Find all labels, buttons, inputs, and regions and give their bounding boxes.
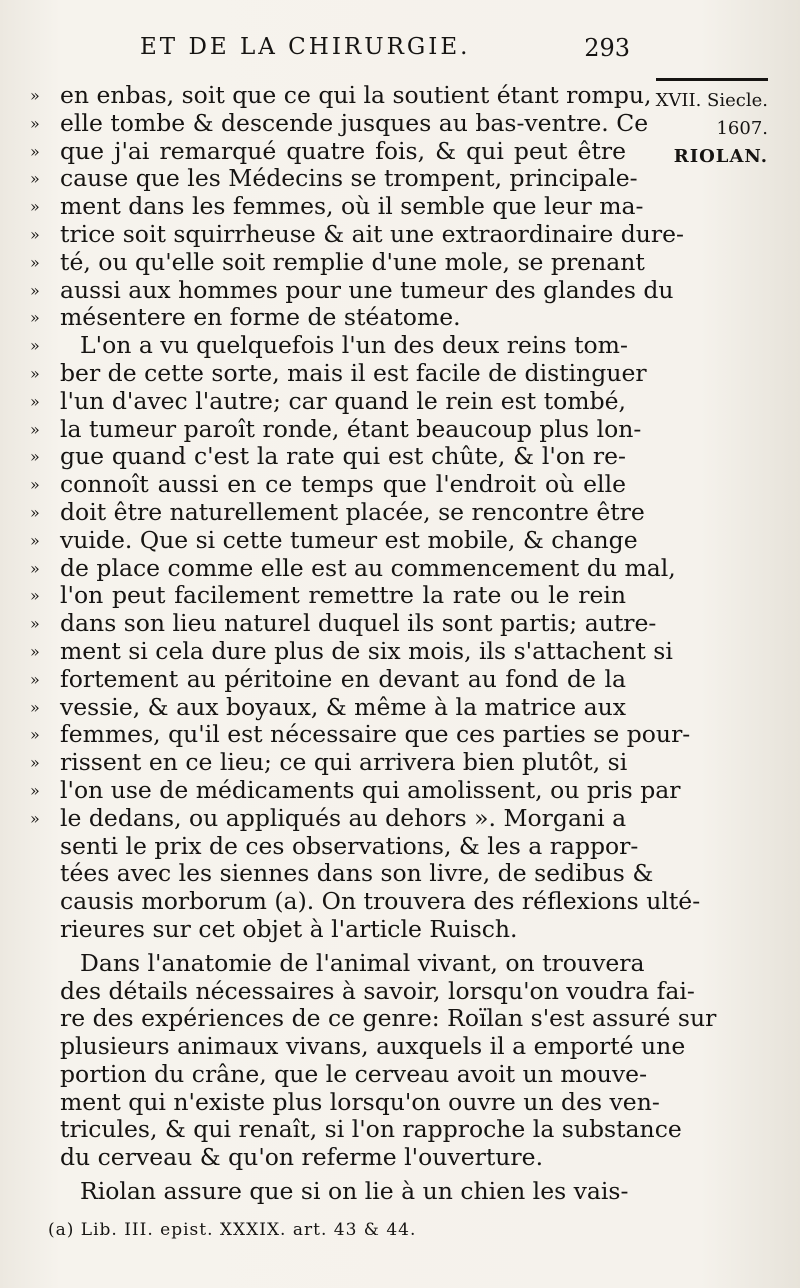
text-line — [30, 1004, 717, 1033]
quote-mark: » — [30, 363, 40, 383]
line-text: le dedans, ou appliqués au dehors ». Morgani a — [60, 803, 627, 832]
quote-mark — [30, 860, 60, 888]
quote-mark — [30, 1144, 60, 1172]
text-line — [30, 497, 645, 527]
line-text: connoît aussi en ce temps que l'endroit où elle — [60, 470, 626, 499]
quote-mark: » — [30, 530, 40, 550]
text-line — [30, 304, 626, 332]
quote-mark: » — [30, 475, 40, 495]
text-line — [30, 553, 676, 583]
line-text: la tumeur paroît ronde, étant beaucoup plus lon- — [60, 414, 642, 443]
quote-mark: » — [30, 697, 40, 717]
quote-mark: » — [30, 725, 40, 745]
line-text: mésentere en forme de stéatome. — [60, 303, 461, 332]
line-text: ment si cela dure plus de six mois, ils s'attachent si — [60, 636, 673, 665]
line-text: trice soit squirrheuse & ait une extraordinaire dure- — [60, 219, 685, 248]
text-line — [30, 525, 638, 555]
margin-rule — [656, 78, 768, 81]
line-text: re des expériences de ce genre: Roïlan s'est assuré sur — [60, 1004, 717, 1033]
quote-mark: » — [30, 308, 40, 328]
text-line — [30, 388, 626, 416]
line-text: l'on use de médicaments qui amolissent, ou pris par — [60, 775, 681, 804]
text-line — [30, 976, 695, 1006]
quote-mark — [30, 1178, 60, 1206]
quote-mark: » — [30, 753, 40, 773]
text-line — [30, 443, 626, 471]
text-line — [30, 1144, 626, 1172]
line-text: portion du crâne, que le cerveau avoit un mouve- — [60, 1059, 648, 1088]
text-line — [30, 1115, 682, 1144]
text-line — [30, 859, 654, 888]
line-text: dans son lieu naturel duquel ils sont partis; autre- — [60, 609, 657, 638]
text-line — [30, 275, 674, 305]
text-line — [30, 720, 691, 749]
quote-mark — [30, 978, 60, 1006]
line-text: en enbas, soit que ce qui la soutient étant rompu, — [60, 81, 652, 109]
line-text: du cerveau & qu'on referme l'ouverture. — [60, 1143, 544, 1172]
line-text: ment dans les femmes, où il semble que leur ma- — [60, 192, 644, 221]
quote-mark — [30, 888, 60, 916]
quote-mark: » — [30, 336, 40, 356]
line-text: elle tombe & descende jusques au bas-ventre. Ce — [60, 108, 649, 137]
line-text: senti le prix de ces observations, & les a rappor- — [60, 831, 639, 860]
quote-mark: » — [30, 252, 40, 272]
text-line — [30, 609, 657, 638]
line-text: ment qui n'existe plus lorsqu'on ouvre un des ven- — [60, 1087, 660, 1116]
line-text: tées avec les siennes dans son livre, de sedibus & — [60, 859, 654, 888]
quote-mark: » — [30, 197, 40, 217]
quote-mark: » — [30, 169, 40, 189]
line-text: vessie, & aux boyaux, & même à la matrice aux — [60, 692, 626, 721]
quote-mark: » — [30, 419, 40, 439]
quote-mark: » — [30, 780, 40, 800]
running-header — [120, 34, 630, 64]
quote-mark: » — [30, 641, 40, 661]
quote-mark: » — [30, 586, 40, 606]
text-line — [30, 414, 642, 444]
text-line — [30, 582, 626, 610]
line-text: doit être naturellement placée, se rencontre être — [60, 497, 645, 526]
text-line — [30, 1177, 629, 1206]
quote-mark: » — [30, 113, 40, 133]
running-title: ET DE LA CHIRURGIE. — [140, 34, 471, 60]
text-line — [30, 1032, 686, 1061]
line-text: aussi aux hommes pour une tumeur des glandes du — [60, 275, 674, 304]
text-line — [30, 636, 673, 666]
quote-mark — [30, 1061, 60, 1089]
quote-mark — [30, 916, 60, 944]
line-text: que j'ai remarqué quatre fois, & qui peut être — [60, 136, 626, 165]
quote-mark: » — [30, 502, 40, 522]
quote-mark: » — [30, 808, 40, 828]
text-line — [30, 219, 685, 249]
line-text: rissent en ce lieu; ce qui arrivera bien plutôt, si — [60, 748, 628, 777]
quote-mark: » — [30, 141, 40, 161]
text-line — [30, 805, 626, 833]
text-line — [30, 192, 644, 221]
quote-mark: » — [30, 391, 40, 411]
text-line — [30, 694, 626, 722]
line-text: ber de cette sorte, mais il est facile de distinguer — [60, 358, 647, 387]
margin-author: RIOLAN. — [673, 146, 768, 167]
quote-mark: » — [30, 224, 40, 244]
line-text: gue quand c'est la rate qui est chûte, & l'on re- — [60, 442, 626, 471]
text-line — [30, 749, 626, 777]
quote-mark — [30, 1033, 60, 1061]
quote-mark: » — [30, 86, 40, 105]
line-text: de place comme elle est au commencement du mal, — [60, 553, 676, 582]
text-line — [30, 164, 638, 193]
text-line — [30, 247, 645, 277]
line-text: causis morborum (a). On trouvera des réflexions ulté- — [60, 887, 701, 916]
text-line — [30, 358, 647, 388]
text-line — [30, 666, 626, 694]
text-line — [30, 887, 701, 916]
footnote: (a) Lib. III. epist. XXXIX. art. 43 & 44. — [48, 1220, 417, 1240]
text-line — [30, 1059, 648, 1089]
quote-mark: » — [30, 669, 40, 689]
quote-mark — [30, 1116, 60, 1144]
text-line — [30, 332, 626, 360]
quote-mark — [30, 1005, 60, 1033]
line-text: L'on a vu quelquefois l'un des deux reins tom- — [80, 331, 628, 360]
line-text: cause que les Médecins se trompent, principale- — [60, 164, 638, 193]
line-text: l'un d'avec l'autre; car quand le rein est tombé, — [60, 386, 626, 415]
page-number: 293 — [584, 34, 630, 62]
quote-mark — [30, 950, 60, 978]
line-text: vuide. Que si cette tumeur est mobile, & change — [60, 525, 638, 554]
quote-mark: » — [30, 558, 40, 578]
line-text: tricules, & qui renaît, si l'on rapproche la substance — [60, 1115, 682, 1144]
text-line — [30, 108, 649, 138]
line-text: té, ou qu'elle soit remplie d'une mole, se prenant — [60, 247, 645, 276]
quote-mark — [30, 833, 60, 861]
line-text: plusieurs animaux vivans, auxquels il a emporté une — [60, 1032, 686, 1061]
text-line — [30, 775, 681, 805]
margin-year: 1607. — [716, 118, 768, 139]
text-line — [30, 948, 645, 978]
text-line — [30, 471, 626, 499]
line-text: Dans l'anatomie de l'animal vivant, on trouvera — [80, 948, 645, 977]
quote-mark: » — [30, 280, 40, 300]
margin-century: XVII. Siecle. — [655, 90, 768, 111]
text-line — [30, 831, 639, 861]
line-text: femmes, qu'il est nécessaire que ces parties se pour- — [60, 720, 691, 749]
line-text: fortement au péritoine en devant au fond de la — [60, 664, 626, 693]
line-text: des détails nécessaires à savoir, lorsqu'on voudra fai- — [60, 976, 695, 1005]
line-text: l'on peut facilement remettre la rate ou le rein — [60, 581, 626, 610]
text-line — [30, 138, 626, 166]
quote-mark: » — [30, 614, 40, 634]
quote-mark — [30, 1089, 60, 1117]
text-line — [30, 81, 652, 110]
text-line — [30, 916, 626, 944]
line-text: rieures sur cet objet à l'article Ruisch. — [60, 914, 518, 943]
line-text: Riolan assure que si on lie à un chien les vais- — [80, 1177, 629, 1206]
text-line — [30, 1087, 660, 1117]
quote-mark: » — [30, 447, 40, 467]
